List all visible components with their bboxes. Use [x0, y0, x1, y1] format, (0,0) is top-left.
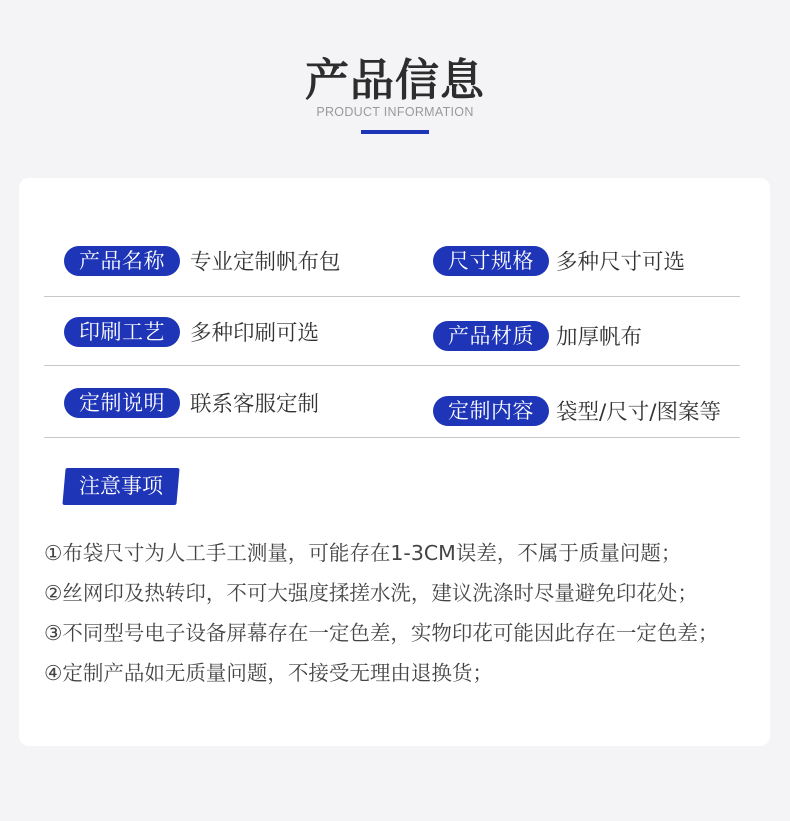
value-size-spec: 多种尺寸可选: [556, 250, 686, 275]
label-pill-size-spec: 尺寸规格: [433, 246, 549, 276]
info-row-1: [44, 178, 740, 297]
value-product-name: 专业定制帆布包: [190, 250, 341, 275]
notice-list: [44, 533, 764, 693]
info-row-3: [44, 366, 740, 438]
info-row-2: [44, 297, 740, 366]
label-pill-custom-note: 定制说明: [64, 388, 180, 418]
label-pill-product-name: 产品名称: [64, 246, 180, 276]
label-pill-material: 产品材质: [433, 321, 549, 351]
field-custom-content: [433, 395, 721, 426]
value-custom-content: 袋型/尺寸/图案等: [556, 400, 721, 425]
value-material: 加厚帆布: [556, 325, 643, 350]
field-size-spec: [433, 245, 685, 276]
notice-title: 注意事项: [79, 474, 163, 498]
product-info-card: [19, 178, 770, 746]
label-pill-printing: 印刷工艺: [64, 317, 180, 347]
title-underline: [361, 130, 429, 134]
field-custom-note: [64, 387, 319, 418]
notice-item: ④定制产品如无质量问题，不接受无理由退换货；: [44, 661, 493, 685]
notice-item: ③不同型号电子设备屏幕存在一定色差，实物印花可能因此存在一定色差；: [44, 621, 719, 645]
section-heading: [0, 52, 790, 134]
field-printing: [64, 316, 319, 347]
value-printing: 多种印刷可选: [190, 321, 320, 346]
notice-title-tag: [62, 468, 179, 505]
label-pill-custom-content: 定制内容: [433, 396, 549, 426]
notice-item: ①布袋尺寸为人工手工测量，可能存在1-3CM误差，不属于质量问题；: [44, 541, 682, 565]
field-product-name: [64, 245, 341, 276]
notice-item: ②丝网印及热转印，不可大强度揉搓水洗，建议洗涤时尽量避免印花处；: [44, 581, 698, 605]
page-subtitle: PRODUCT INFORMATION: [316, 105, 474, 119]
value-custom-note: 联系客服定制: [190, 392, 320, 417]
page-title: 产品信息: [305, 55, 485, 106]
field-material: [433, 320, 642, 351]
